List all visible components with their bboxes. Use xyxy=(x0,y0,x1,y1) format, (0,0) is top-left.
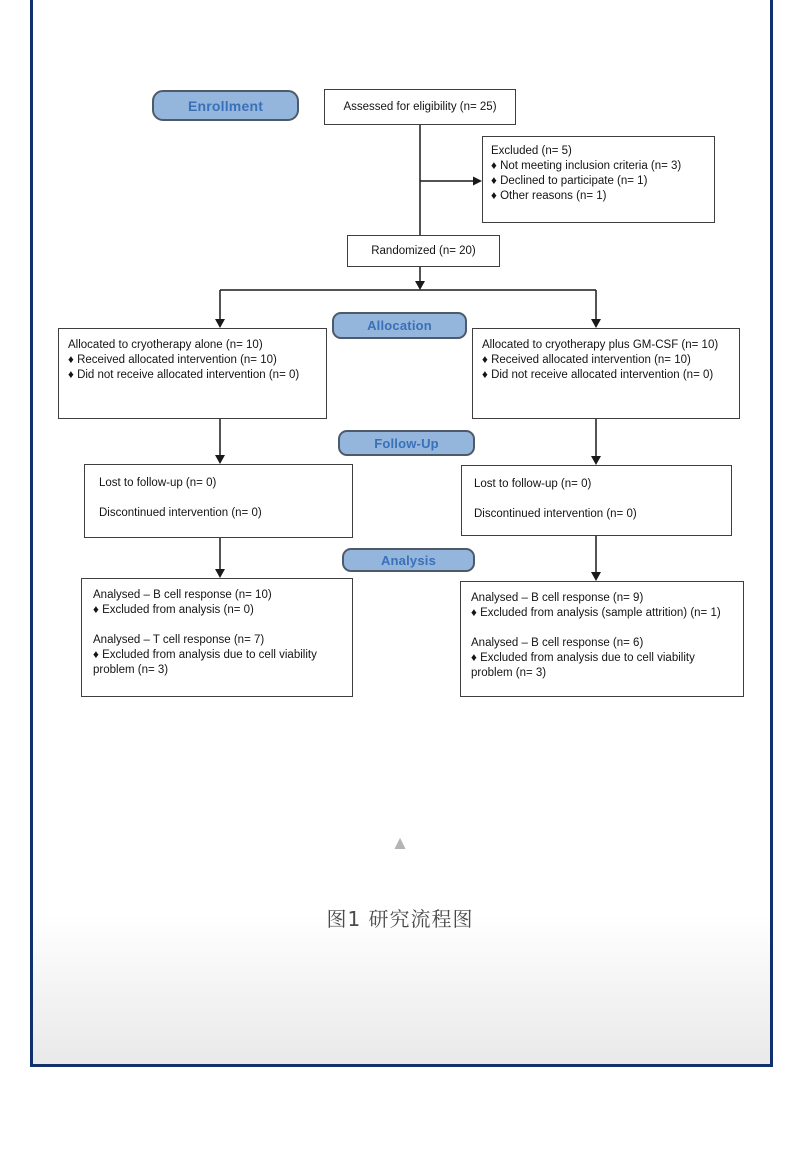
box-line: Allocated to cryotherapy alone (n= 10) xyxy=(68,339,263,351)
box-line: Analysed – B cell response (n= 10) xyxy=(93,589,272,601)
figure-caption: 图1 研究流程图 xyxy=(326,907,474,931)
box-line xyxy=(99,491,352,506)
stage-badge-enrollment xyxy=(152,90,299,121)
followup-right-box xyxy=(461,465,732,536)
box-line: ♦ Did not receive allocated intervention (n= 0) xyxy=(68,369,300,381)
box-line: Analysed – T cell response (n= 7) xyxy=(93,634,265,646)
box-line: ♦ Excluded from analysis due to cell viability xyxy=(471,652,695,664)
stage-badge-label: Allocation xyxy=(367,318,432,333)
analysis-right-box xyxy=(460,581,744,697)
box-line: ♦ Excluded from analysis (n= 0) xyxy=(93,604,254,616)
box-text: Assessed for eligibility (n= 25) xyxy=(343,100,497,113)
box-line: ♦ Excluded from analysis due to cell viability xyxy=(93,649,317,661)
box-line xyxy=(474,492,731,507)
box-line: ♦ Did not receive allocated intervention (n= 0) xyxy=(482,369,714,381)
collapse-figure-icon[interactable]: ▲ xyxy=(390,833,410,854)
stage-badge-allocation xyxy=(332,312,467,339)
box-line: problem (n= 3) xyxy=(471,667,547,679)
randomized-box xyxy=(347,235,500,267)
allocation-left-box xyxy=(58,328,327,419)
box-line: Analysed – B cell response (n= 9) xyxy=(471,592,644,604)
box-line xyxy=(93,618,352,633)
box-line: Discontinued intervention (n= 0) xyxy=(474,508,637,520)
box-line: Lost to follow-up (n= 0) xyxy=(99,477,217,489)
stage-badge-label: Follow-Up xyxy=(374,435,439,451)
stage-badge-analysis xyxy=(342,548,475,572)
assessed-eligibility-box xyxy=(324,89,516,125)
box-line: Analysed – B cell response (n= 6) xyxy=(471,637,644,649)
box-text: Randomized (n= 20) xyxy=(371,244,476,257)
analysis-left-box xyxy=(81,578,353,697)
box-line: ♦ Received allocated intervention (n= 10) xyxy=(68,354,277,366)
box-line: problem (n= 3) xyxy=(93,664,169,676)
box-line: Discontinued intervention (n= 0) xyxy=(99,507,262,519)
box-line: Allocated to cryotherapy plus GM-CSF (n= 10) xyxy=(482,339,719,351)
stage-badge-followup xyxy=(338,430,475,456)
box-line xyxy=(471,621,743,636)
box-line: Excluded (n= 5) xyxy=(491,145,572,157)
box-line: ♦ Received allocated intervention (n= 10) xyxy=(482,354,691,366)
box-line: ♦ Excluded from analysis (sample attrition) (n= 1) xyxy=(471,607,721,619)
box-line: ♦ Other reasons (n= 1) xyxy=(491,190,607,202)
stage-badge-label: Analysis xyxy=(380,552,437,568)
box-line: ♦ Declined to participate (n= 1) xyxy=(491,175,648,187)
allocation-right-box xyxy=(472,328,740,419)
box-line: Lost to follow-up (n= 0) xyxy=(474,478,592,490)
box-line: ♦ Not meeting inclusion criteria (n= 3) xyxy=(491,160,682,172)
followup-left-box xyxy=(84,464,353,538)
excluded-box xyxy=(482,136,715,223)
stage-badge-label: Enrollment xyxy=(187,97,264,114)
